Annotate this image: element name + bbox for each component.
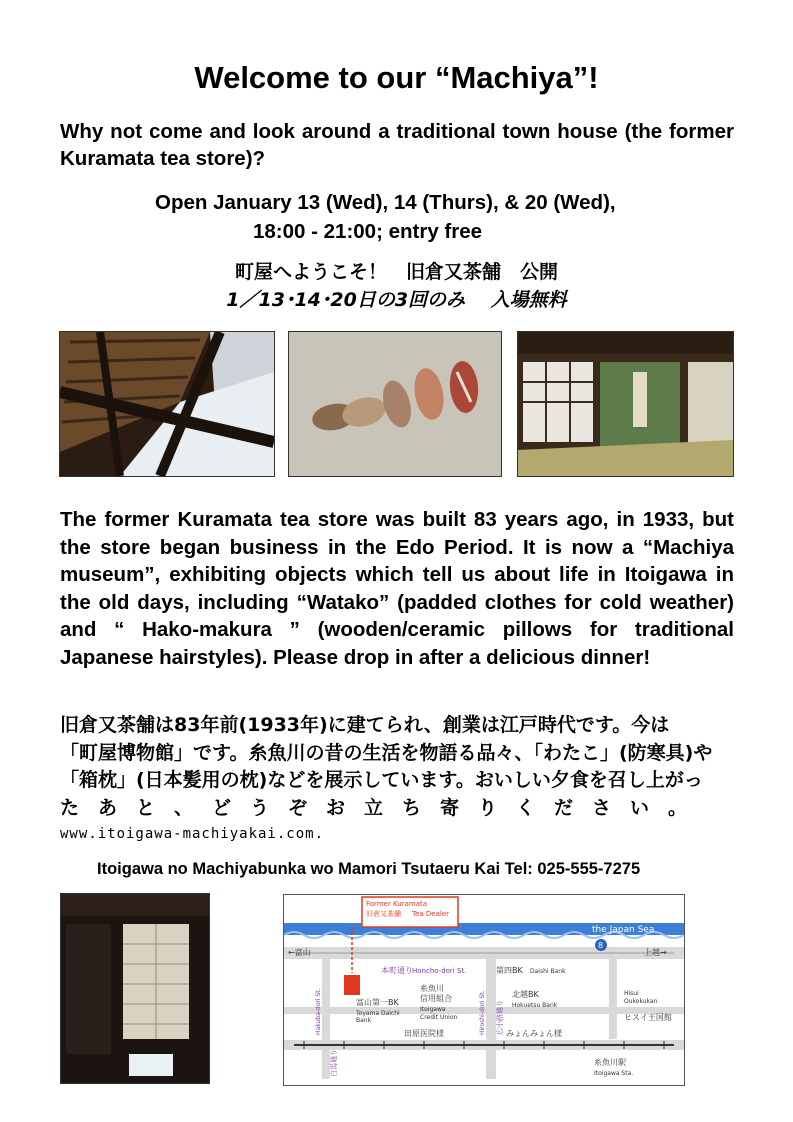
- credit-en2: Credit Union: [420, 1014, 458, 1021]
- photo-ceiling-beams: [59, 331, 275, 477]
- photo-tatami-room: [517, 331, 734, 477]
- jp-body-line4: たあと、どうぞお立ち寄りください。: [60, 796, 707, 819]
- map-tea-dealer: Tea Dealer: [412, 910, 450, 918]
- map-former-jp: 旧倉又茶舗: [366, 910, 401, 918]
- credit-jp1: 糸魚川: [420, 984, 444, 993]
- kuramata-marker: [344, 975, 360, 995]
- credit-jp2: 信用組合: [420, 994, 452, 1003]
- hakuba-en: Hakuba-dori St.: [315, 988, 322, 1035]
- daishi-jp: 第四BK: [496, 966, 523, 975]
- toyama-bank-en1: Toyama Daichi: [356, 1010, 400, 1017]
- opening-dates: Open January 13 (Wed), 14 (Thurs), & 20 (Wed),: [155, 191, 616, 214]
- jp-heading-line1: 町屋へようこそ！ 旧倉又茶舗 公開: [234, 261, 558, 283]
- japanese-heading: [0, 258, 793, 314]
- hisui-en1: Hisui: [624, 990, 639, 997]
- hokuetsu-jp: 北越BK: [512, 990, 539, 999]
- opening-hours: [155, 188, 616, 246]
- tada-clinic: 田原医院様: [404, 1029, 444, 1038]
- description-english: The former Kuramata tea store was built 83 years ago, in 1933, but the store began business in the Edo Period. It is now a “Machiya museum”, exhibiting objects which tell us about life in Itoigawa in the old days, including “Watako” (padded clothes for cold weather) and “ Hako-makura ” (wooden/ceramic pillows for traditional Japanese hairstyles). Please drop in after a delicious dinner!: [60, 508, 734, 669]
- intro-text: Why not come and look around a traditional town house (the former Kuramata tea store)?: [60, 120, 734, 170]
- hisui-en2: Oukokukan: [624, 998, 658, 1005]
- toyama-bank-en2: Bank: [356, 1017, 372, 1024]
- contact-info: Itoigawa no Machiyabunka wo Mamori Tsutaeru Kai Tel: 025-555-7275: [97, 860, 641, 878]
- honcho-en: Honcho-dori St.: [412, 967, 467, 975]
- hiroshi-jp: 広小路通り: [496, 1000, 504, 1035]
- hakuba-jp: 白馬通り: [330, 1049, 338, 1077]
- route-number: 8: [598, 941, 604, 950]
- map-former-en: Former Kuramata: [366, 900, 428, 908]
- hisui-jp: ヒスイ王国館: [624, 1013, 672, 1022]
- website-url[interactable]: www.itoigawa-machiyakai.com.: [60, 826, 325, 842]
- honcho-jp: 本町通り: [381, 966, 413, 975]
- photo-geta-sandals: [288, 331, 502, 477]
- jp-body-line1: 旧倉又茶舗は83年前(1933年)に建てられ、創業は江戸時代です。今は: [60, 714, 670, 736]
- mion-shop: みょんみょん様: [506, 1029, 562, 1038]
- credit-en1: Itoigawa: [420, 1006, 446, 1013]
- jp-heading-line2: 1／13･14･20日の3回のみ 入場無料: [226, 289, 567, 311]
- opening-times: 18:00 - 21:00; entry free: [253, 220, 483, 243]
- page-title: Welcome to our “Machiya”!: [194, 60, 599, 95]
- sea-label: the Japan Sea: [592, 925, 655, 935]
- hokuetsu-en: Hokuetsu Bank: [512, 1002, 558, 1009]
- toyama-direction: ←富山: [288, 948, 311, 957]
- description-japanese: [60, 712, 736, 822]
- daishi-en: Daishi Bank: [530, 968, 566, 975]
- access-map: [283, 894, 685, 1086]
- jp-body-line2: 「町屋博物館」です。糸魚川の昔の生活を物語る品々、「わたこ」(防寒具)や: [60, 741, 713, 764]
- toyama-bank-jp: 富山第一BK: [356, 998, 399, 1007]
- hiroshi-en: Hiroshi-dori St.: [479, 990, 486, 1035]
- photo-entrance: [60, 893, 210, 1084]
- station-en: Itoigawa Sta.: [594, 1070, 634, 1077]
- station-jp: 糸魚川駅: [594, 1058, 626, 1067]
- joetsu-direction: 上越→: [644, 948, 667, 957]
- jp-body-line3: 「箱枕」(日本髪用の枕)などを展示しています。おいしい夕食を召し上がっ: [60, 769, 703, 791]
